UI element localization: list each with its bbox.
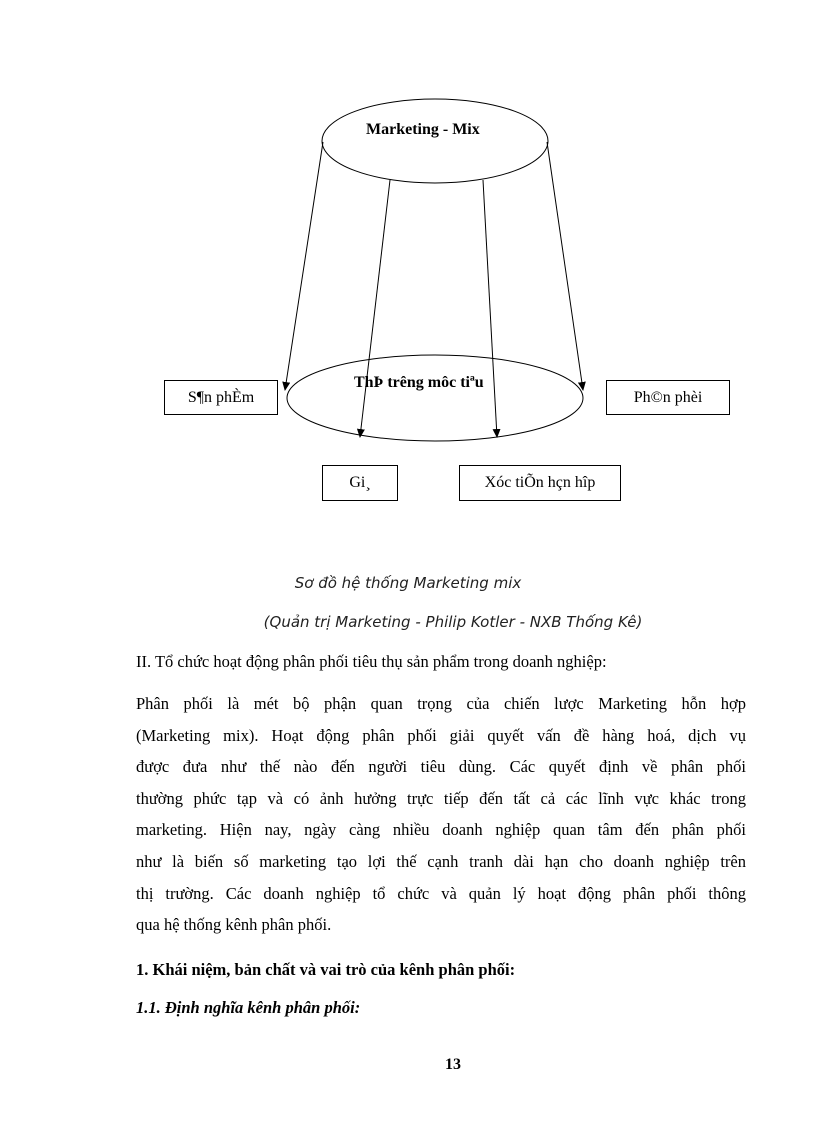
- product-box-label: S¶n phÈm: [187, 388, 255, 406]
- paragraph-line: như là biến số marketing tạo lợi thế cạnh tranh dài hạn cho doanh nghiệp trên: [136, 851, 746, 871]
- paragraph-line: được đưa như thế nào đến người tiêu dùng. Các quyết định về phân phối: [136, 757, 746, 777]
- arrow-to-product: [285, 142, 323, 390]
- paragraph-line: qua hệ thống kênh phân phối.: [136, 915, 332, 935]
- heading-1-1: 1.1. Định nghĩa kênh phân phối:: [136, 998, 361, 1017]
- price-box: [322, 465, 398, 501]
- heading-1: 1. Khái niệm, bản chất và vai trò của kênh phân phối:: [136, 960, 516, 979]
- diagram-source: (Quản trị Marketing - Philip Kotler - NXB Thống Kê): [263, 613, 643, 631]
- center-node-label: ThÞ trêng môc tiªu: [354, 374, 484, 391]
- promotion-box: [459, 465, 621, 501]
- diagram-graphics: [0, 0, 816, 540]
- marketing-mix-diagram: [0, 0, 816, 540]
- product-box: [164, 380, 278, 415]
- place-box: [606, 380, 730, 415]
- diagram-caption: Sơ đồ hệ thống Marketing mix: [294, 574, 522, 592]
- section-heading: II. Tổ chức hoạt động phân phối tiêu thụ sản phẩm trong doanh nghiệp:: [136, 652, 607, 671]
- top-node-label: Marketing - Mix: [366, 121, 480, 138]
- paragraph-line: thường phức tạp và có ảnh hưởng trực tiếp đến tất cả các lĩnh vực khác trong: [136, 788, 746, 808]
- center-ellipse: [287, 355, 583, 441]
- paragraph-line: thị trường. Các doanh nghiệp tổ chức và quản lý hoạt động phân phối thông: [136, 883, 746, 903]
- arrow-to-place: [547, 142, 583, 390]
- paragraph-line: marketing. Hiện nay, ngày càng nhiều doanh nghiệp quan tâm đến phân phối: [136, 820, 746, 840]
- body-paragraph: [136, 688, 746, 941]
- price-box-label: Gi¸: [349, 474, 371, 491]
- promotion-box-label: Xóc tiÕn hçn hîp: [484, 474, 596, 491]
- place-box-label: Ph©n phèi: [633, 388, 703, 406]
- page-number: 13: [445, 1056, 461, 1073]
- top-ellipse: [322, 99, 548, 183]
- paragraph-line: Phân phối là mét bộ phận quan trọng của chiến lược Marketing hỗn hợp: [136, 694, 746, 713]
- paragraph-line: (Marketing mix). Hoạt động phân phối giải quyết vấn đề hàng hoá, dịch vụ: [136, 725, 746, 745]
